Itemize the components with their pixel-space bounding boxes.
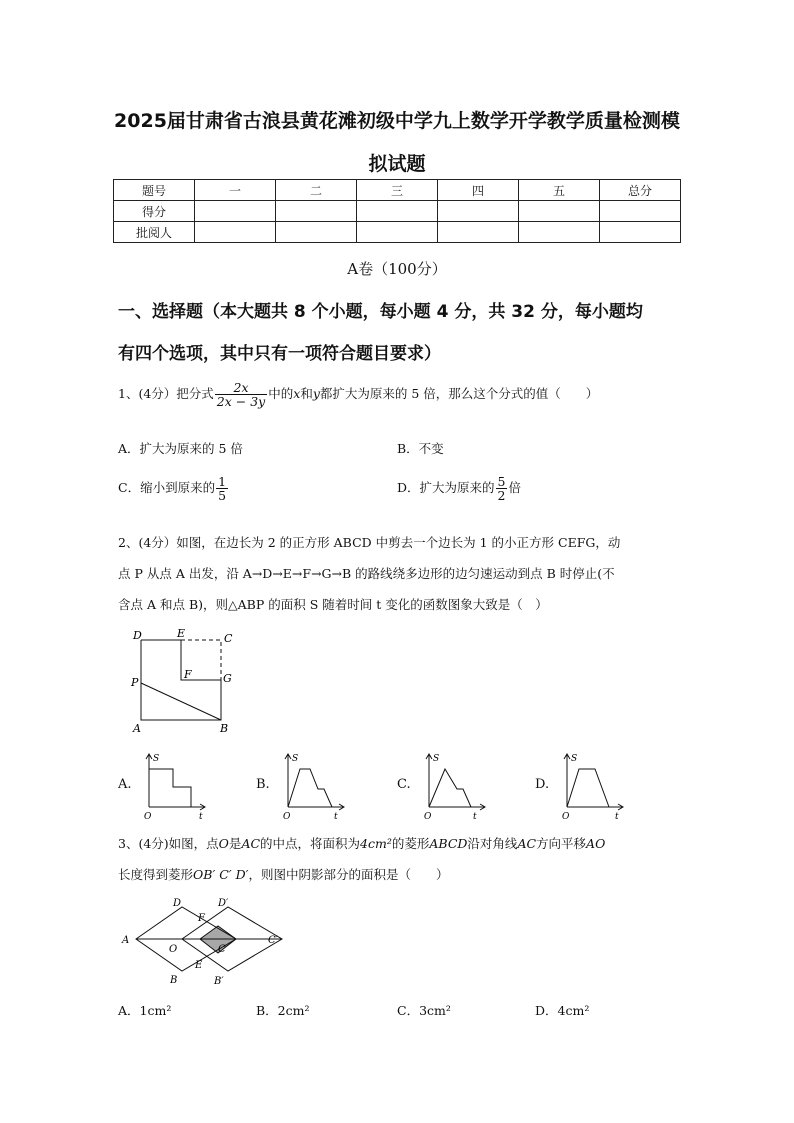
- axis-s-label: S: [292, 754, 299, 764]
- graph-curve: [567, 769, 609, 807]
- q3-label-bp: B′: [214, 976, 224, 987]
- table-cell: [195, 201, 276, 222]
- question-1: [118, 381, 598, 408]
- q2-label-g: G: [223, 672, 232, 685]
- q1-option-b[interactable]: B．不变: [397, 441, 444, 456]
- q1-option-d-fraction: [496, 475, 508, 502]
- q2-label-e: E: [177, 627, 186, 640]
- q3-line2: [118, 865, 449, 883]
- q3-line1: [118, 834, 605, 852]
- table-cell: 总分: [600, 180, 681, 201]
- q1-suffix: 都扩大为原来的 5 倍，那么这个分式的值（ ）: [319, 386, 599, 402]
- q1-option-d-suffix: 倍: [508, 480, 521, 496]
- q1-option-c[interactable]: [118, 475, 229, 502]
- table-cell: [438, 201, 519, 222]
- table-cell: 批阅人: [114, 222, 195, 243]
- q1-option-c-fraction: [216, 475, 228, 502]
- q1-frac-den: 2x − 3y: [216, 394, 266, 410]
- q3-label-dp: D′: [218, 898, 229, 909]
- table-cell: 得分: [114, 201, 195, 222]
- exam-title-line1: 2025届甘肃省古浪县黄花滩初级中学九上数学开学教学质量检测模: [114, 110, 680, 132]
- q1-frac-num: 2x: [215, 381, 267, 395]
- axis-o-label: O: [424, 812, 432, 822]
- q2-graph-b[interactable]: [282, 751, 348, 823]
- exam-title-line2: 拟试题: [368, 153, 426, 175]
- axis-o-label: O: [283, 812, 291, 822]
- q2-line2: 点 P 从点 A 出发，沿 A→D→E→F→G→B 的路线绕多边形的边匀速运动到点 B 时停止(不: [118, 566, 615, 581]
- axis-o-label: O: [562, 812, 570, 822]
- q3-segment-ac: AC: [241, 836, 261, 851]
- q2-label-a: A: [133, 722, 141, 735]
- q1-option-d[interactable]: [397, 475, 521, 502]
- axis-t-label: t: [473, 812, 477, 822]
- q3-diagonal-ac: AC: [517, 836, 537, 851]
- q2-line3: 含点 A 和点 B)，则△ABP 的面积 S 随着时间 t 变化的函数图象大致是（ ）: [118, 597, 548, 612]
- table-cell: [195, 222, 276, 243]
- q2-label-b: B: [220, 722, 229, 735]
- graph-curve: [288, 769, 332, 807]
- q1-var-y: y: [312, 386, 320, 402]
- table-cell: 题号: [114, 180, 195, 201]
- table-cell: 三: [357, 180, 438, 201]
- volume-title: A卷（100分）: [347, 260, 447, 278]
- axis-t-label: t: [199, 812, 203, 822]
- q2-square-figure: [125, 625, 245, 737]
- q3-segment-ao: AO: [586, 836, 606, 851]
- q2-label-c: C: [224, 632, 233, 645]
- q3-label-b: B: [170, 975, 178, 986]
- graph-curve: [429, 769, 471, 807]
- q2-line-pb: [141, 683, 221, 720]
- q3-label-c: C: [218, 944, 226, 955]
- q1-option-c-den: 5: [218, 488, 227, 504]
- table-cell: [600, 222, 681, 243]
- q3-text-h: ，则图中阴影部分的面积是（ ）: [248, 867, 449, 882]
- table-cell: 五: [519, 180, 600, 201]
- q3-label-cp: C′: [268, 935, 278, 946]
- q1-var-x: x: [293, 386, 301, 402]
- q3-label-a: A: [122, 935, 130, 946]
- q2-polygon: [141, 640, 221, 720]
- axis-t-label: t: [615, 812, 619, 822]
- axis-s-label: S: [433, 754, 440, 764]
- table-cell: 一: [195, 180, 276, 201]
- score-table: [113, 179, 681, 243]
- q1-fraction: [215, 381, 267, 408]
- q3-text-e: 沿对角线: [467, 836, 518, 851]
- q2-label-d: D: [133, 629, 142, 642]
- graph-curve: [149, 769, 191, 807]
- axis-s-label: S: [571, 754, 578, 764]
- table-cell: [276, 222, 357, 243]
- score-table-header-row: [114, 180, 681, 201]
- table-cell: [438, 222, 519, 243]
- q2-option-d-label[interactable]: D.: [535, 777, 550, 792]
- q3-text-a: 3、(4分)如图，点: [118, 836, 219, 851]
- q1-option-d-den: 2: [497, 488, 506, 504]
- q2-graph-a[interactable]: [143, 751, 209, 823]
- axis-o-label: O: [144, 812, 152, 822]
- table-cell: [276, 201, 357, 222]
- q3-text-c: 的中点，将面积为: [260, 836, 361, 851]
- q3-point-o: O: [218, 836, 229, 851]
- table-cell: 二: [276, 180, 357, 201]
- table-cell: [519, 222, 600, 243]
- q3-option-a[interactable]: A．1cm²: [118, 1003, 172, 1018]
- q1-option-a[interactable]: A．扩大为原来的 5 倍: [118, 441, 243, 456]
- q3-label-f: F: [198, 913, 205, 924]
- section-heading-line2: 有四个选项，其中只有一项符合题目要求）: [118, 344, 441, 364]
- score-table-row: [114, 222, 681, 243]
- table-cell: 四: [438, 180, 519, 201]
- q1-option-c-text: C．缩小到原来的: [118, 480, 216, 496]
- q2-label-f: F: [184, 668, 192, 681]
- q3-text-b: 是: [228, 836, 242, 851]
- q3-text-g: 长度得到菱形: [118, 867, 194, 882]
- q2-option-c-label[interactable]: C.: [397, 777, 411, 792]
- q3-rhombus-figure: [118, 895, 290, 991]
- q1-option-d-text: D．扩大为原来的: [397, 480, 495, 496]
- q2-label-p: P: [131, 676, 139, 689]
- q3-option-d[interactable]: D．4cm²: [535, 1003, 590, 1018]
- q3-option-c[interactable]: C．3cm²: [397, 1003, 451, 1018]
- q2-graph-d[interactable]: [561, 751, 627, 823]
- q3-rhombus-abcd: ABCD: [429, 836, 468, 851]
- q2-line1: 2、(4分）如图，在边长为 2 的正方形 ABCD 中剪去一个边长为 1 的小正方形 CEFG，动: [118, 535, 621, 550]
- q3-label-e: E: [195, 960, 203, 971]
- table-cell: [519, 201, 600, 222]
- section-heading-line1: 一、选择题（本大题共 8 个小题，每小题 4 分，共 32 分，每小题均: [118, 302, 643, 322]
- q3-text-d: 的菱形: [391, 836, 430, 851]
- q1-option-d-num: 5: [497, 474, 506, 489]
- q3-option-b[interactable]: B．2cm²: [256, 1003, 310, 1018]
- table-cell: [357, 201, 438, 222]
- table-cell: [600, 201, 681, 222]
- axis-t-label: t: [334, 812, 338, 822]
- q3-text-f: 方向平移: [536, 836, 587, 851]
- q1-mid1: 中的: [268, 386, 294, 402]
- q3-area: 4cm²: [360, 836, 392, 851]
- q2-option-a-label[interactable]: A.: [118, 777, 132, 792]
- q3-rhombus-2: OB′ C′ D′: [193, 867, 249, 882]
- table-cell: [357, 222, 438, 243]
- q2-graph-c[interactable]: [423, 751, 489, 823]
- q1-mid2: 和: [300, 386, 313, 402]
- q3-label-d: D: [173, 898, 182, 909]
- q3-label-o: O: [169, 944, 178, 955]
- q2-option-b-label[interactable]: B.: [256, 777, 270, 792]
- axis-s-label: S: [153, 754, 160, 764]
- q1-prefix: 1、(4分）把分式: [118, 386, 214, 402]
- score-table-row: [114, 201, 681, 222]
- q1-option-c-num: 1: [218, 474, 227, 489]
